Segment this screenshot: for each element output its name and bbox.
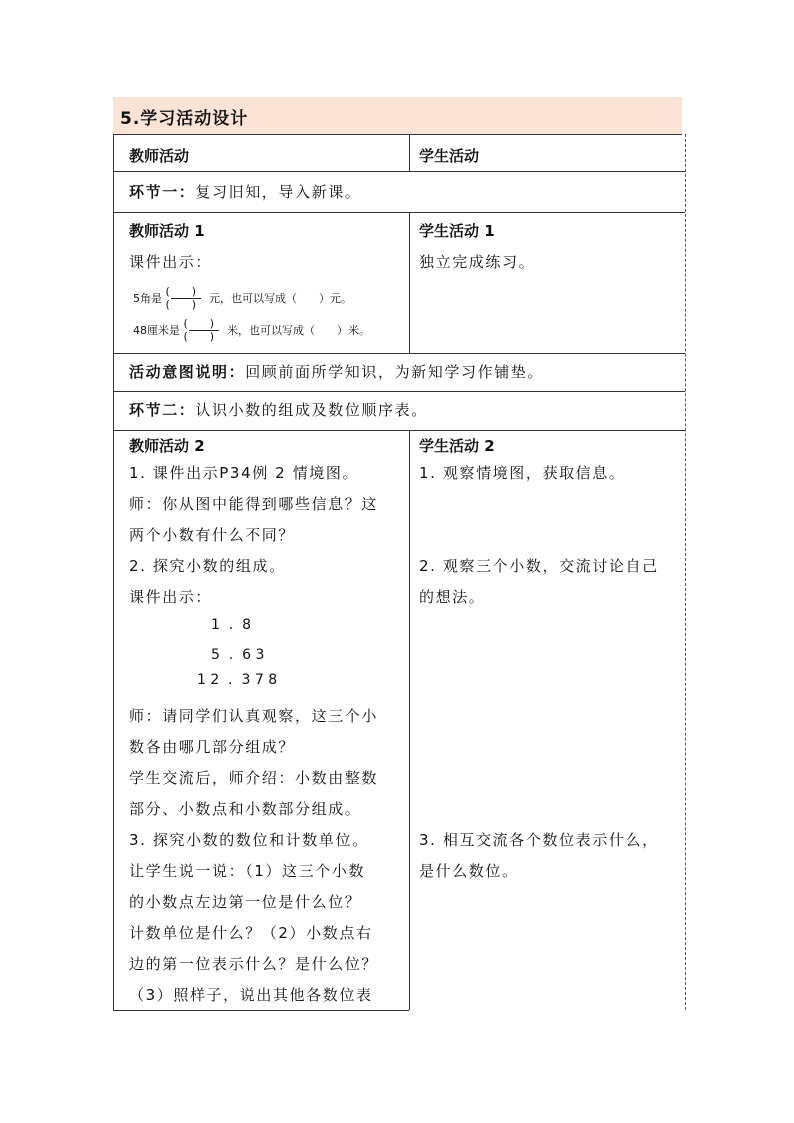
teacher-line: 课件出示：	[129, 588, 213, 606]
formula-1-rest: 元，也可以写成（ ）元。	[209, 292, 352, 305]
teacher-activity-header: 教师活动	[129, 147, 190, 165]
intent-row	[129, 357, 544, 388]
column-divider	[409, 212, 410, 353]
table-left-border	[113, 97, 114, 1010]
section-title-bar	[113, 97, 682, 135]
teacher-line: 让学生说一说：（1）这三个小数	[129, 862, 366, 880]
student-line: 是什么数位。	[419, 862, 519, 880]
teacher-line: 部分、小数点和小数部分组成。	[129, 800, 362, 818]
teacher-line: 计数单位是什么？（2）小数点右	[129, 924, 373, 942]
teacher-line: 1. 课件出示P34例 2 情境图。	[129, 464, 360, 482]
teacher-line: 的小数点左边第一位是什么位？	[129, 893, 362, 911]
table-right-dashed-border	[685, 134, 686, 1010]
row-divider	[113, 391, 685, 392]
blank-fraction: $\frac{( )}{( )}$	[166, 287, 206, 311]
teacher-activity2-title: 教师活动 2	[129, 437, 205, 455]
row-divider	[113, 353, 685, 354]
stage1-text: 复习旧知，导入新课。	[195, 183, 362, 201]
formula-2-prefix: 48厘米是	[133, 324, 180, 337]
stage1-label: 环节一：	[129, 183, 196, 201]
stage2-label: 环节二：	[129, 401, 196, 419]
teacher-line: 2. 探究小数的组成。	[129, 557, 286, 575]
column-divider	[409, 430, 410, 1010]
intent-text: 回顾前面所学知识，为新知学习作铺垫。	[245, 363, 545, 381]
teacher-line: 师：请同学们认真观察，这三个小	[129, 707, 379, 725]
decimal-number: 5 . 6 3	[211, 647, 265, 663]
teacher-line: 学生交流后，师介绍：小数由整数	[129, 769, 379, 787]
stage2-row	[129, 395, 428, 426]
section-title: 5.学习活动设计	[120, 109, 249, 129]
decimal-number: 1 2 . 3 7 8	[197, 672, 278, 688]
row-divider	[113, 171, 685, 172]
student-line: 3. 相互交流各个数位表示什么，	[419, 831, 659, 849]
student-line: 的想法。	[419, 588, 486, 606]
decimal-number: 1 . 8	[211, 617, 252, 633]
formula-1-prefix: 5角是	[133, 292, 162, 305]
column-divider	[409, 134, 410, 171]
student-line: 1. 观察情境图，获取信息。	[419, 464, 626, 482]
teacher-line: 3. 探究小数的数位和计数单位。	[129, 831, 369, 849]
student-activity1-title: 学生活动 1	[419, 222, 495, 240]
row-divider	[113, 212, 685, 213]
teacher-activity1-title: 教师活动 1	[129, 222, 205, 240]
teacher-line: 数各由哪几部分组成？	[129, 738, 296, 756]
stage1-row	[129, 177, 361, 208]
teacher-line: （3）照样子，说出其他各数位表	[129, 986, 373, 1004]
teacher-line: 两个小数有什么不同？	[129, 526, 296, 544]
student-activity2-title: 学生活动 2	[419, 437, 495, 455]
stage2-text: 认识小数的组成及数位顺序表。	[195, 401, 428, 419]
formula-2-rest: 米，也可以写成（ ）米。	[227, 324, 370, 337]
intent-label: 活动意图说明：	[129, 363, 246, 381]
blank-fraction: $\frac{( )}{( )}$	[184, 319, 224, 343]
formula-2	[133, 319, 370, 343]
formula-1	[133, 287, 352, 311]
student-line: 2. 观察三个小数，交流讨论自己	[419, 557, 659, 575]
teacher-activity1-line: 课件出示：	[129, 253, 213, 271]
teacher-line: 师：你从图中能得到哪些信息？这	[129, 495, 379, 513]
student-activity-header: 学生活动	[419, 147, 480, 165]
student-activity1-line: 独立完成练习。	[419, 253, 536, 271]
teacher-line: 边的第一位表示什么？是什么位？	[129, 955, 379, 973]
